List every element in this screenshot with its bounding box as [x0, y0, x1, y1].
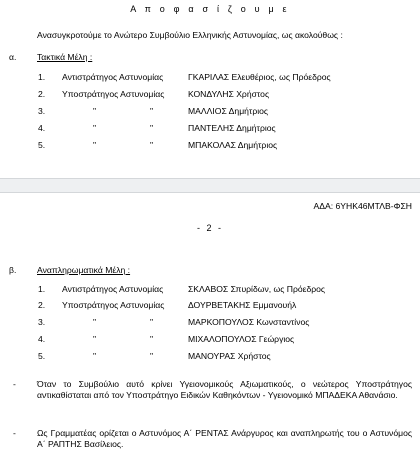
member-name: ΠΑΝΤΕΛΗΣ Δημήτριος — [188, 123, 276, 133]
page-break — [0, 178, 420, 193]
document-page-1 — [0, 0, 420, 178]
ditto-mark: " — [93, 106, 97, 116]
ditto-mark: " — [150, 106, 154, 116]
member-number: 5. — [38, 140, 46, 150]
ada-code: ΑΔΑ: 6ΥΗΚ46ΜΤΛΒ-ΦΣΗ — [313, 201, 412, 211]
member-name: ΜΑΡΚΟΠΟΥΛΟΣ Κωνσταντίνος — [188, 317, 310, 327]
member-name: ΜΑΝΟΥΡΑΣ Χρήστος — [188, 351, 271, 361]
ditto-mark: " — [93, 334, 97, 344]
ditto-mark: " — [93, 123, 97, 133]
ditto-mark: " — [93, 317, 97, 327]
ditto-mark: " — [93, 351, 97, 361]
member-number: 4. — [38, 334, 46, 344]
section-b-letter: β. — [9, 265, 17, 275]
member-number: 3. — [38, 106, 46, 116]
member-name: ΜΙΧΑΛΟΠΟΥΛΟΣ Γεώργιος — [188, 334, 295, 344]
member-name: ΓΚΑΡΙΛΑΣ Ελευθέριος, ως Πρόεδρος — [188, 72, 331, 82]
intro-text: Ανασυγκροτούμε το Ανώτερο Συμβούλιο Ελληνικής Αστυνομίας, ως ακολούθως : — [37, 30, 343, 40]
member-name: ΜΑΛΛΙΟΣ Δημήτριος — [188, 106, 269, 116]
member-rank: Αντιστράτηγος Αστυνομίας — [62, 284, 164, 294]
ditto-mark: " — [150, 351, 154, 361]
section-a-letter: α. — [9, 52, 17, 62]
ditto-mark: " — [93, 140, 97, 150]
page-number: - 2 - — [196, 223, 223, 233]
bullet-dash: - — [13, 379, 16, 389]
member-number: 4. — [38, 123, 46, 133]
member-number: 1. — [38, 72, 46, 82]
section-a-title: Τακτικά Μέλη : — [37, 52, 93, 62]
ditto-mark: " — [150, 140, 154, 150]
member-number: 3. — [38, 317, 46, 327]
ditto-mark: " — [150, 123, 154, 133]
document-page-2 — [0, 193, 420, 459]
substitution-note: Όταν το Συμβούλιο αυτό κρίνει Υγειονομικούς Αξιωματικούς, ο νεώτερος Υποστράτηγος αντικαθίσταται από τον Υποστράτηγο Ειδικών Καθηκόντων - Υγειονομικό ΜΠΑΔΕΚΑ Αθανάσιο. — [37, 379, 412, 400]
ditto-mark: " — [150, 334, 154, 344]
member-rank: Αντιστράτηγος Αστυνομίας — [62, 72, 164, 82]
member-number: 2. — [38, 300, 46, 310]
member-number: 5. — [38, 351, 46, 361]
section-b-title: Αναπληρωματικά Μέλη : — [37, 265, 131, 275]
secretary-note: Ως Γραμματέας ορίζεται ο Αστυνόμος Α΄ ΡΕΝΤΑΣ Ανάργυρος και αναπληρωτής του ο Αστυνόμος Α΄ ΡΑΠΤΗΣ Βασίλειος. — [37, 428, 412, 449]
member-number: 1. — [38, 284, 46, 294]
member-name: ΔΟΥΡΒΕΤΑΚΗΣ Εμμανουήλ — [188, 300, 297, 310]
member-name: ΣΚΛΑΒΟΣ Σπυρίδων, ως Πρόεδρος — [188, 284, 326, 294]
decision-heading: Α π ο φ α σ ί ζ ο υ μ ε — [130, 4, 290, 14]
member-rank: Υποστράτηγος Αστυνομίας — [62, 300, 165, 310]
member-name: ΚΟΝΔΥΛΗΣ Χρήστος — [188, 89, 270, 99]
member-name: ΜΠΑΚΟΛΑΣ Δημήτριος — [188, 140, 278, 150]
ditto-mark: " — [150, 317, 154, 327]
member-number: 2. — [38, 89, 46, 99]
member-rank: Υποστράτηγος Αστυνομίας — [62, 89, 165, 99]
bullet-dash: - — [13, 428, 16, 438]
